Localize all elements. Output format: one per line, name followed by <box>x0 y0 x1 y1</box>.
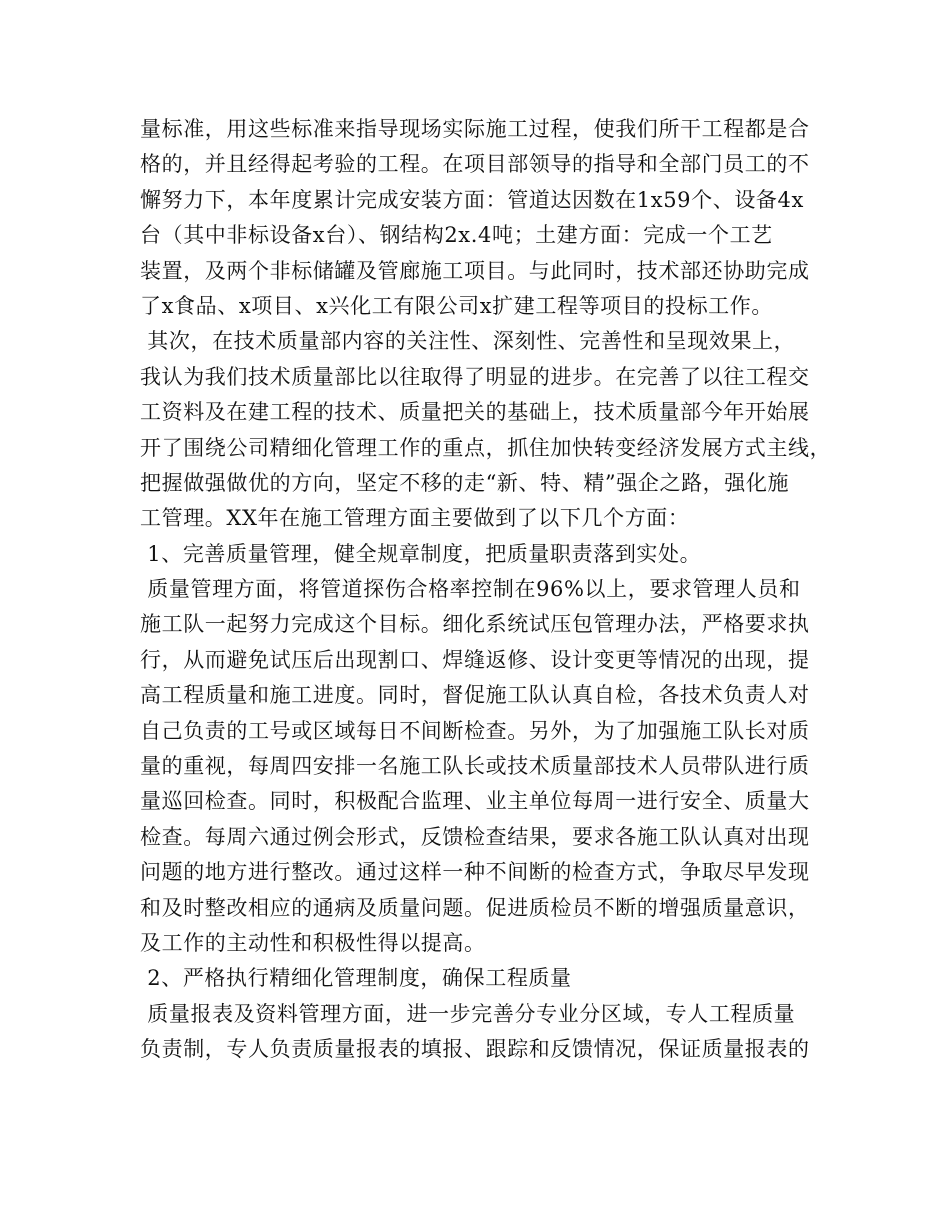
text-line: 量标准，用这些标准来指导现场实际施工过程，使我们所干工程都是合 <box>140 117 810 141</box>
text-line: 和及时整改相应的通病及质量问题。促进质检员不断的增强质量意识， <box>140 895 810 920</box>
text-line: 高工程质量和施工进度。同时，督促施工队认真自检，各技术负责人对 <box>140 683 810 708</box>
text-line: 工资料及在建工程的技术、质量把关的基础上，技术质量部今年开始展 <box>140 400 810 425</box>
text-line: 懈努力下，本年度累计完成安装方面：管道达因数在1x59个、设备4x <box>140 187 804 212</box>
text-line: 自己负责的工号或区域每日不间断检查。另外，为了加强施工队长对质 <box>140 718 810 743</box>
text-line: 台（其中非标设备x台）、钢结构2x.4吨；土建方面：完成一个工艺 <box>140 223 773 248</box>
text-line: 了x食品、x项目、x兴化工有限公司x扩建工程等项目的投标工作。 <box>140 293 773 318</box>
text-line: 其次，在技术质量部内容的关注性、深刻性、完善性和呈现效果上， <box>140 329 796 354</box>
text-line: 量巡回检查。同时，积极配合监理、业主单位每周一进行安全、质量大 <box>140 789 810 814</box>
text-line: 量的重视，每周四安排一名施工队长或技术质量部技术人员带队进行质 <box>140 754 810 779</box>
text-line: 装置，及两个非标储罐及管廊施工项目。与此同时，技术部还协助完成 <box>140 258 810 283</box>
text-line: 我认为我们技术质量部比以往取得了明显的进步。在完善了以往工程交 <box>140 364 810 389</box>
section-heading: 1、完善质量管理，健全规章制度，把质量职责落到实处。 <box>140 541 702 566</box>
text-line: 质量报表及资料管理方面，进一步完善分专业分区域，专人工程质量 <box>140 1001 796 1026</box>
text-line: 及工作的主动性和积极性得以提高。 <box>140 930 486 955</box>
section-heading: 2、严格执行精细化管理制度，确保工程质量 <box>140 966 572 991</box>
text-line: 开了围绕公司精细化管理工作的重点，抓住加快转变经济发展方式主线， <box>140 435 832 460</box>
text-line: 把握做强做优的方向，坚定不移的走“新、特、精”强企之路，强化施 <box>140 470 790 495</box>
text-line: 检查。每周六通过例会形式，反馈检查结果，要求各施工队认真对出现 <box>140 824 810 849</box>
text-line: 行，从而避免试压后出现割口、焊缝返修、设计变更等情况的出现，提 <box>140 647 810 672</box>
text-line: 问题的地方进行整改。通过这样一种不间断的检查方式，争取尽早发现 <box>140 860 810 885</box>
text-line: 施工队一起努力完成这个目标。细化系统试压包管理办法，严格要求执 <box>140 612 810 637</box>
document-body <box>140 112 840 1068</box>
text-line: 质量管理方面，将管道探伤合格率控制在96%以上，要求管理人员和 <box>140 577 801 602</box>
text-line: 格的，并且经得起考验的工程。在项目部领导的指导和全部门员工的不 <box>140 152 810 177</box>
text-line: 负责制，专人负责质量报表的填报、跟踪和反馈情况，保证质量报表的 <box>140 1037 810 1062</box>
text-line: 工管理。XX年在施工管理方面主要做到了以下几个方面： <box>140 506 690 531</box>
